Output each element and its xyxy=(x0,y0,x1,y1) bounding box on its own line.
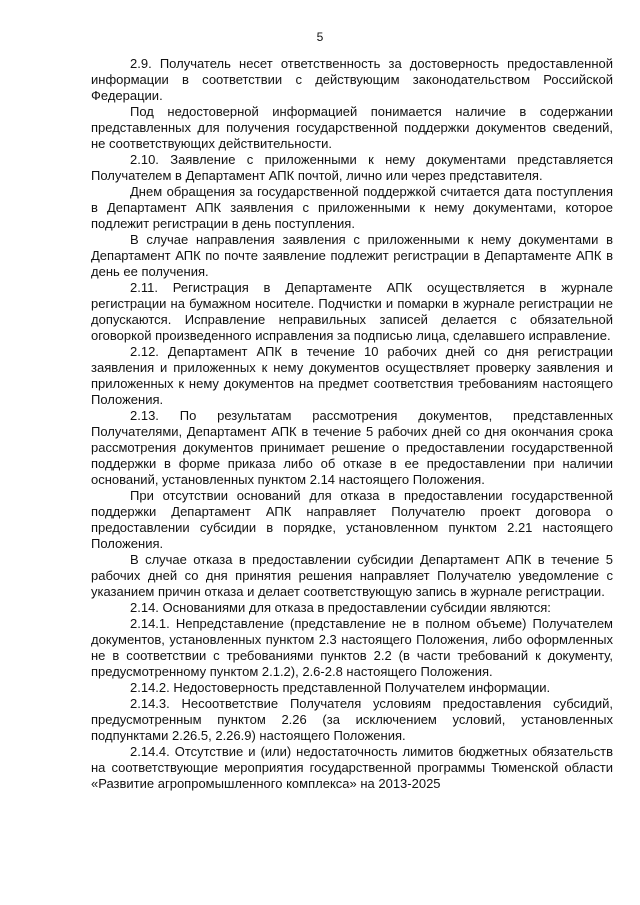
document-body xyxy=(91,56,613,792)
paragraph-2-14-3: 2.14.3. Несоответствие Получателя условиям предоставления субсидий, предусмотренным пунктом 2.26 (за исключением условий, установленных подпунктами 2.26.5, 2.26.9) настоящего Положения. xyxy=(91,696,613,743)
paragraph-2-14: 2.14. Основаниями для отказа в предоставлении субсидии являются: xyxy=(130,600,551,615)
paragraph-false-info-definition: Под недостоверной информацией понимается наличие в содержании представленных для получения государственной поддержки документов сведений, не соответствующих действительности. xyxy=(91,104,613,151)
paragraph-2-12: 2.12. Департамент АПК в течение 10 рабочих дней со дня регистрации заявления и приложенных к нему документов осуществляет проверку заявления и приложенных к нему документов на предмет соответствия требованиям настоящего Положения. xyxy=(91,344,613,407)
paragraph-2-9: 2.9. Получатель несет ответственность за достоверность предоставленной информации в соответствии с действующим законодательством Российской Федерации. xyxy=(91,56,613,103)
paragraph-2-14-1: 2.14.1. Непредставление (представление не в полном объеме) Получателем документов, установленных пунктом 2.3 настоящего Положения, либо оформленных не в соответствии с требованиями пунктов 2.2 (в части требований к документу, предусмотренному пунктом 2.1.2), 2.6-2.8 настоящего Положения. xyxy=(91,616,613,679)
paragraph-2-14-4: 2.14.4. Отсутствие и (или) недостаточность лимитов бюджетных обязательств на соответствующие мероприятия государственной программы Тюменской области «Развитие агропромышленного комплекса» на 2013-2025 xyxy=(91,744,613,791)
paragraph-no-refusal-grounds: При отсутствии оснований для отказа в предоставлении государственной поддержки Департамент АПК направляет Получателю проект договора о предоставлении субсидии в порядке, установленном пунктом 2.21 настоящего Положения. xyxy=(91,488,613,551)
paragraph-2-11: 2.11. Регистрация в Департаменте АПК осуществляется в журнале регистрации на бумажном носителе. Подчистки и помарки в журнале регистрации не допускаются. Исправление неправильных записей делается с обязательной оговоркой произведенного исправления за подписью лица, сделавшего исправление. xyxy=(91,280,613,343)
paragraph-2-14-2: 2.14.2. Недостоверность представленной Получателем информации. xyxy=(130,680,551,695)
paragraph-application-date: Днем обращения за государственной поддержкой считается дата поступления в Департамент АПК заявления с приложенными к нему документами, которое подлежит регистрации в день поступления. xyxy=(91,184,613,231)
paragraph-refusal-notice: В случае отказа в предоставлении субсидии Департамент АПК в течение 5 рабочих дней со дня принятия решения направляет Получателю уведомление с указанием причин отказа и делает соответствующую запись в журнале регистрации. xyxy=(91,552,613,599)
paragraph-2-13: 2.13. По результатам рассмотрения документов, представленных Получателями, Департамент АПК в течение 5 рабочих дней со дня окончания срока рассмотрения документов принимает решение о предоставлении государственной поддержки в форме приказа либо об отказе в ее предоставлении при наличии оснований, установленных пунктом 2.14 настоящего Положения. xyxy=(91,408,613,487)
paragraph-mail-registration: В случае направления заявления с приложенными к нему документами в Департамент АПК по почте заявление подлежит регистрации в Департаменте АПК в день ее получения. xyxy=(91,232,613,279)
paragraph-2-10: 2.10. Заявление с приложенными к нему документами представляется Получателем в Департамент АПК почтой, лично или через представителя. xyxy=(91,152,613,183)
page-number: 5 xyxy=(316,30,324,44)
